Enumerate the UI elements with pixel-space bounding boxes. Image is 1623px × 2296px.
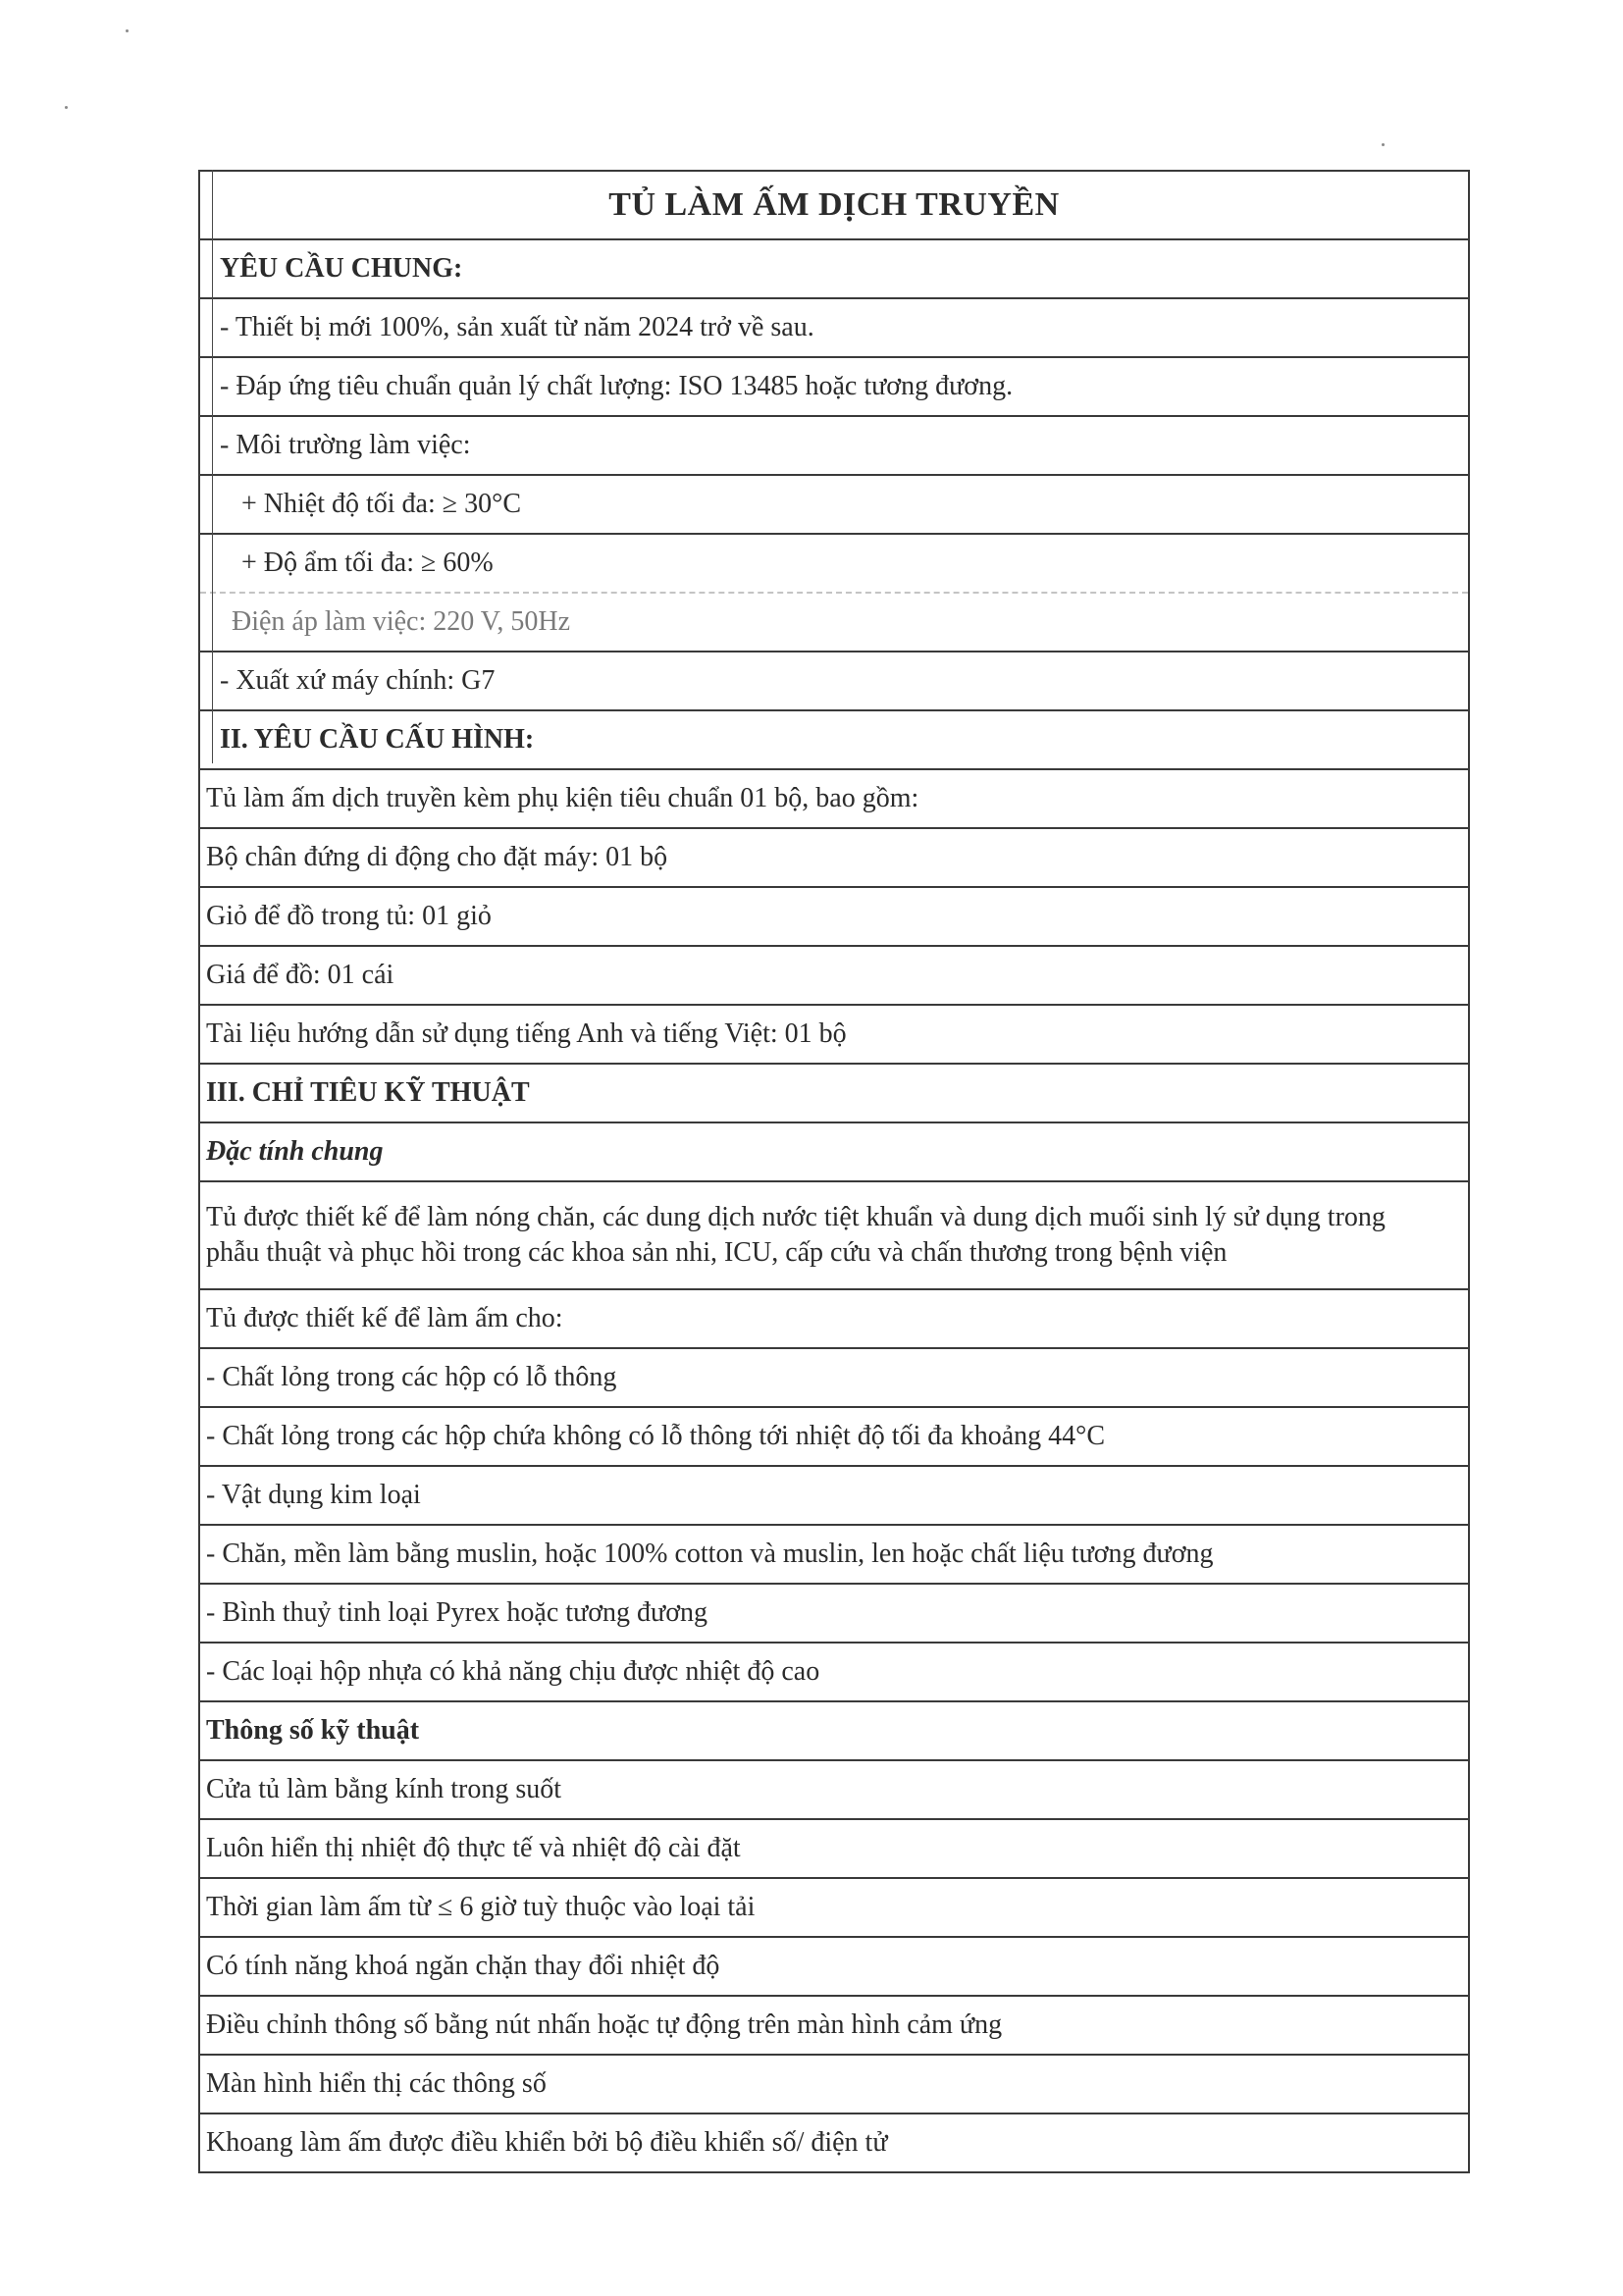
spec-table (198, 170, 1470, 2173)
document-title: TỦ LÀM ẤM DỊCH TRUYỀN (200, 170, 1468, 238)
table-row: Cửa tủ làm bằng kính trong suốt (200, 1759, 1468, 1818)
scan-speck (1382, 143, 1385, 146)
inner-margin-rule (212, 170, 213, 763)
table-row: Tủ được thiết kế để làm nóng chăn, các dung dịch nước tiệt khuẩn và dung dịch muối sinh lý sử dụng trong phẫu thuật và phục hồi trong các khoa sản nhi, ICU, cấp cứu và chấn thương trong bệnh viện (200, 1180, 1468, 1288)
table-row: Thời gian làm ấm từ ≤ 6 giờ tuỳ thuộc vào loại tải (200, 1877, 1468, 1936)
table-row: - Vật dụng kim loại (200, 1465, 1468, 1524)
table-row: II. YÊU CẦU CẤU HÌNH: (200, 709, 1468, 768)
table-row: Giỏ để đồ trong tủ: 01 giỏ (200, 886, 1468, 945)
table-row: Bộ chân đứng di động cho đặt máy: 01 bộ (200, 827, 1468, 886)
table-row: - Thiết bị mới 100%, sản xuất từ năm 2024 trở về sau. (200, 297, 1468, 356)
scan-speck (126, 29, 129, 32)
table-row: - Đáp ứng tiêu chuẩn quản lý chất lượng: ISO 13485 hoặc tương đương. (200, 356, 1468, 415)
table-row: Thông số kỹ thuật (200, 1700, 1468, 1759)
table-row: Khoang làm ấm được điều khiển bởi bộ điều khiển số/ điện tử (200, 2113, 1468, 2171)
table-row: III. CHỈ TIÊU KỸ THUẬT (200, 1063, 1468, 1122)
table-row: Tài liệu hướng dẫn sử dụng tiếng Anh và tiếng Việt: 01 bộ (200, 1004, 1468, 1063)
table-row: Luôn hiển thị nhiệt độ thực tế và nhiệt độ cài đặt (200, 1818, 1468, 1877)
table-row: Giá để đồ: 01 cái (200, 945, 1468, 1004)
table-row: YÊU CẦU CHUNG: (200, 238, 1468, 297)
table-row: Đặc tính chung (200, 1122, 1468, 1180)
table-row: - Bình thuỷ tinh loại Pyrex hoặc tương đương (200, 1583, 1468, 1642)
table-row: Có tính năng khoá ngăn chặn thay đổi nhiệt độ (200, 1936, 1468, 1995)
table-row: - Xuất xứ máy chính: G7 (200, 651, 1468, 709)
table-row: - Chất lỏng trong các hộp chứa không có lỗ thông tới nhiệt độ tối đa khoảng 44°C (200, 1406, 1468, 1465)
table-row: + Độ ẩm tối đa: ≥ 60% (200, 533, 1468, 592)
table-row: Tủ được thiết kế để làm ấm cho: (200, 1288, 1468, 1347)
table-row: Điều chỉnh thông số bằng nút nhấn hoặc tự động trên màn hình cảm ứng (200, 1995, 1468, 2054)
table-row: - Chất lỏng trong các hộp có lỗ thông (200, 1347, 1468, 1406)
table-row: - Môi trường làm việc: (200, 415, 1468, 474)
table-row: + Nhiệt độ tối đa: ≥ 30°C (200, 474, 1468, 533)
table-row: Điện áp làm việc: 220 V, 50Hz (200, 592, 1468, 651)
scan-speck (65, 106, 68, 109)
table-row: Màn hình hiển thị các thông số (200, 2054, 1468, 2113)
spec-rows (200, 238, 1468, 2171)
table-row: Tủ làm ấm dịch truyền kèm phụ kiện tiêu chuẩn 01 bộ, bao gồm: (200, 768, 1468, 827)
table-row: - Các loại hộp nhựa có khả năng chịu được nhiệt độ cao (200, 1642, 1468, 1700)
table-row: - Chăn, mền làm bằng muslin, hoặc 100% cotton và muslin, len hoặc chất liệu tương đương (200, 1524, 1468, 1583)
